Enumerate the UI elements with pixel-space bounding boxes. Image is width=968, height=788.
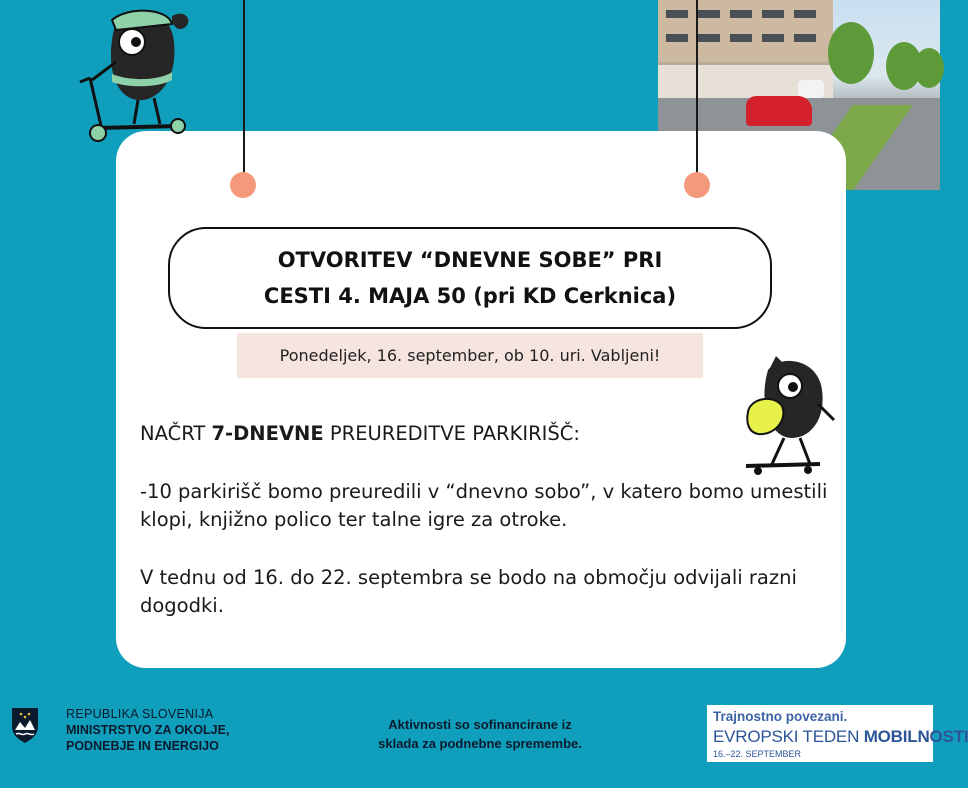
paragraph-events: V tednu od 16. do 22. septembra se bodo na območju odvijali razni dogodki. (140, 566, 797, 617)
red-car (746, 96, 812, 126)
hanging-string-left (243, 0, 245, 176)
ministry-line-1: REPUBLIKA SLOVENIJA (66, 707, 214, 721)
plan-bold: 7-DNEVNE (211, 422, 324, 445)
mobility-prefix: EVROPSKI TEDEN (713, 727, 864, 746)
window (666, 10, 688, 18)
funding-line-1: Aktivnosti so sofinancirane iz (388, 717, 572, 732)
window (794, 10, 816, 18)
pin-left (230, 172, 256, 198)
mobility-dates: 16.–22. SEPTEMBER (713, 749, 802, 759)
date-strip (237, 333, 703, 378)
event-title-box (168, 227, 772, 329)
mobility-bold: MOBILNOSTI (863, 727, 968, 746)
parked-van (798, 80, 824, 98)
window (730, 34, 752, 42)
tree (828, 22, 874, 84)
ministry-logo (10, 706, 229, 754)
window (698, 10, 720, 18)
funding-line-2: sklada za podnebne spremembe. (378, 736, 582, 751)
hanging-string-right (696, 0, 698, 176)
title-line-2: CESTI 4. MAJA 50 (pri KD Cerknica) (263, 284, 677, 308)
window (762, 10, 784, 18)
tree (914, 48, 944, 88)
funding-note (330, 715, 630, 753)
scooter-mascot-icon (76, 2, 196, 152)
ministry-line-3: PODNEBJE IN ENERGIJO (66, 739, 219, 753)
mobility-tagline: Trajnostno povezani. (713, 709, 848, 724)
pin-right (684, 172, 710, 198)
window (794, 34, 816, 42)
slovenia-crest-icon (10, 706, 40, 744)
mobility-title (713, 725, 968, 749)
paragraph-parking: -10 parkirišč bomo preuredili v “dnevno sobo”, v katero bomo umestili klopi, knjižno polico ter talne igre za otroke. (140, 480, 828, 531)
skateboard-mascot-icon (740, 350, 840, 480)
window (666, 34, 688, 42)
mobility-week-logo (707, 705, 968, 762)
title-line-1: OTVORITEV “DNEVNE SOBE” PRI (277, 248, 663, 272)
window (730, 10, 752, 18)
date-line: Ponedeljek, 16. september, ob 10. uri. Vabljeni! (279, 346, 661, 365)
plan-prefix: NAČRT (140, 422, 212, 445)
ministry-line-2: MINISTRSTVO ZA OKOLJE, (66, 723, 230, 737)
window (762, 34, 784, 42)
plan-heading (140, 420, 580, 448)
plan-suffix: PREUREDITVE PARKIRIŠČ: (323, 422, 580, 445)
window (698, 34, 720, 42)
